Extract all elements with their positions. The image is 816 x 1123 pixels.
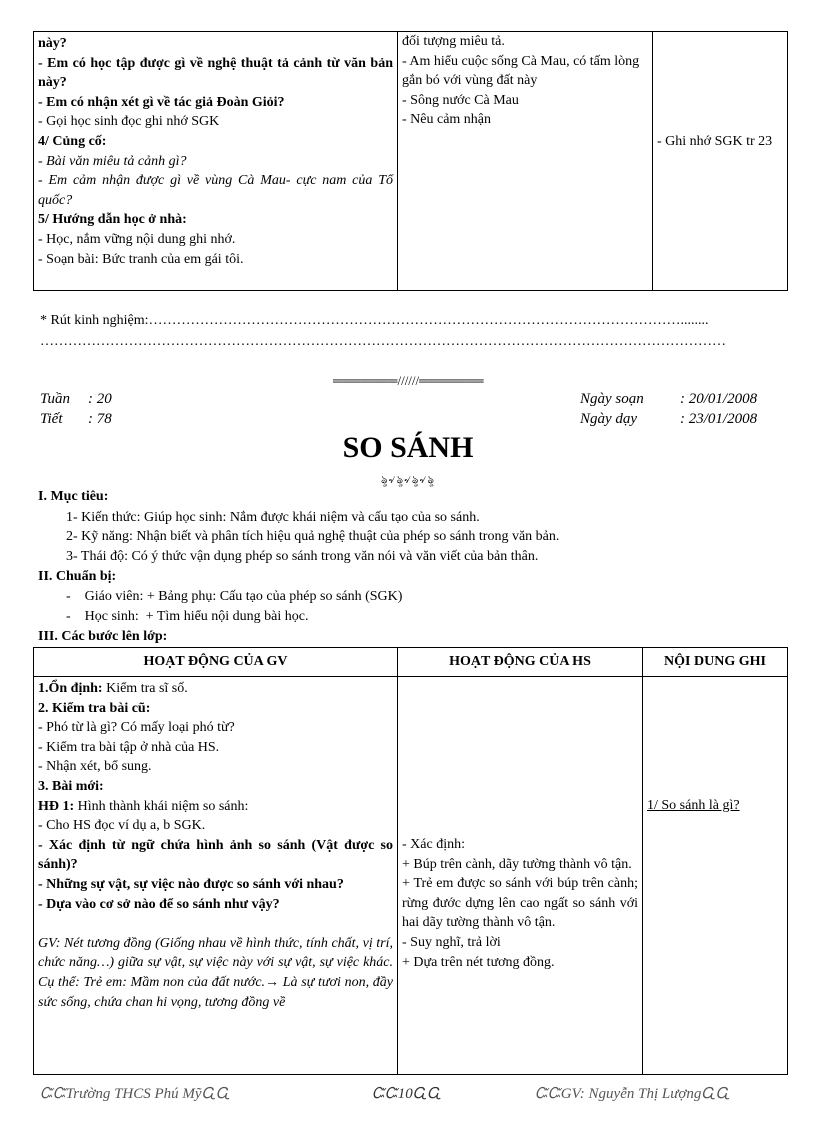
steps-heading: III. Các bước lên lớp:: [38, 629, 168, 644]
header-gv: HOẠT ĐỘNG CỦA GV: [34, 648, 398, 677]
notes-heading: 1/ So sánh là gì?: [647, 798, 740, 813]
hs-activity-cell: [398, 677, 643, 1075]
gv-line: - Phó từ là gì? Có mấy loại phó từ?: [38, 720, 235, 736]
section-divider: ═══════//////═══════: [333, 373, 484, 388]
objectives-heading: I. Mục tiêu:: [38, 489, 109, 504]
prev-gv-line: - Em có nhận xét gì về tác giả Đoàn Giỏi?: [38, 94, 285, 110]
hs-line: + Búp trên cành, dãy tường thành vô tận.: [402, 856, 632, 872]
objective-item: 2- Kỹ năng: Nhận biết và phân tích hiệu quả nghệ thuật của phép so sánh trong văn bản.: [66, 529, 560, 544]
gv-heading: 3. Bài mới:: [38, 778, 104, 794]
footer-page-number: ᏨᏨ10ᏩᏩ: [372, 1086, 442, 1102]
title-ornament-icon: ৡ৵ৡ৵ৡ৵ৡ: [380, 474, 435, 486]
prev-gv-heading: 5/ Hướng dẫn học ở nhà:: [38, 212, 187, 228]
week-label: Tuần: [40, 391, 71, 407]
experience-line: * Rút kinh nghiệm:……………………………………………………………………………………………………........: [40, 313, 709, 328]
prev-hs-line: - Sông nước Cà Mau: [402, 92, 519, 108]
prev-gv-line: - Gọi học sinh đọc ghi nhớ SGK: [38, 114, 220, 130]
gv-line: HĐ 1: Hình thành khái niệm so sánh:: [38, 798, 249, 814]
gv-line: 1.Ổn định: Kiểm tra sĩ số.: [38, 681, 188, 696]
hs-line: - Xác định:: [402, 837, 465, 852]
footer-teacher: ᏨᏨGV: Nguyễn Thị LượngᏩᏩ: [535, 1086, 731, 1102]
prev-gv-heading: 4/ Củng cố:: [38, 133, 107, 149]
lesson-activities-table: [33, 647, 788, 1075]
lesson-title: SO SÁNH: [342, 431, 474, 464]
prev-hs-line: đối tượng miêu tả.: [402, 34, 505, 49]
prev-hs-line: - Am hiểu cuộc sống Cà Mau, có tấm lòng gắn bó với vùng đất này: [402, 53, 640, 89]
previous-lesson-table: [33, 31, 788, 291]
notes-cell: [643, 677, 788, 1075]
gv-line: - Kiểm tra bài tập ở nhà của HS.: [38, 739, 220, 755]
prev-notes-cell: [653, 32, 788, 291]
week-value: : 20: [88, 391, 112, 407]
prev-gv-line: - Soạn bài: Bức tranh của em gái tôi.: [38, 251, 244, 267]
preparation-heading: II. Chuẩn bị:: [38, 569, 117, 584]
prev-notes-line: - Ghi nhớ SGK tr 23: [657, 134, 773, 149]
period-label: Tiết: [40, 411, 63, 427]
preparation-item: - Học sinh: + Tìm hiểu nội dung bài học.: [66, 609, 309, 624]
prev-hs-cell: [398, 32, 653, 291]
prep-date-value: : 20/01/2008: [680, 391, 758, 407]
footer-school: ᏨᏨTrường THCS Phú MỹᏩᏩ: [40, 1086, 231, 1102]
footer-deco-icon: ᏨᏨ: [40, 1086, 66, 1102]
teach-date-label: Ngày dạy: [580, 411, 638, 427]
prev-gv-line: - Em cảm nhận được gì về vùng Cà Mau- cực nam của Tổ quốc?: [38, 173, 393, 208]
gv-line: - Cho HS đọc ví dụ a, b SGK.: [38, 818, 206, 834]
footer-deco-icon: ᏩᏩ: [201, 1086, 231, 1102]
prev-hs-line: - Nêu cảm nhận: [402, 112, 492, 128]
hs-line: + Trẻ em được so sánh với búp trên cành; rừng đước dựng lên cao ngất so sánh với hai dãy tường thành vô tận.: [402, 876, 638, 931]
preparation-item: - Giáo viên: + Bảng phụ: Cấu tạo của phép so sánh (SGK): [66, 589, 403, 604]
prev-gv-cell: [34, 32, 398, 291]
objective-item: 3- Thái độ: Có ý thức vận dụng phép so sánh trong văn nói và văn viết của bản thân.: [66, 549, 539, 564]
gv-note: GV: Nét tương đồng (Giống nhau về hình thức, tính chất, vị trí, chức năng…) giữa sự vật, sự việc này với sự vật, sự việc khác. Cụ thể: Trẻ em: Mầm non của đất nước.→ Là sự tươi non, đầy sức sống, chứa chan hi vọng, tương đồng về: [38, 935, 393, 1010]
gv-activity-cell: [34, 677, 398, 1075]
gv-question: - Dựa vào cơ sở nào để so sánh như vậy?: [38, 896, 280, 912]
prep-date-label: Ngày soạn: [580, 391, 644, 407]
hs-line: - Suy nghĩ, trả lời: [402, 934, 501, 950]
experience-dots: …………………………………………………………………………………………………………………………………: [40, 334, 726, 349]
prev-gv-line: - Học, nắm vững nội dung ghi nhớ.: [38, 231, 236, 247]
prev-gv-line: - Em có học tập được gì về nghệ thuật tả cảnh từ văn bản này?: [38, 55, 393, 91]
prev-gv-line: - Bài văn miêu tả cảnh gì?: [38, 153, 187, 169]
period-value: : 78: [88, 411, 112, 427]
header-notes: NỘI DUNG GHI: [643, 648, 788, 677]
gv-question: - Những sự vật, sự việc nào được so sánh với nhau?: [38, 876, 344, 892]
gv-question: - Xác định từ ngữ chứa hình ảnh so sánh (Vật được so sánh)?: [38, 837, 393, 873]
hs-line: + Dựa trên nét tương đồng.: [402, 954, 555, 970]
prev-gv-line: này?: [38, 36, 67, 51]
gv-line: - Nhận xét, bổ sung.: [38, 759, 152, 775]
teach-date-value: : 23/01/2008: [680, 411, 758, 427]
gv-heading: 2. Kiểm tra bài cũ:: [38, 700, 151, 716]
objective-item: 1- Kiến thức: Giúp học sinh: Nắm được khái niệm và cấu tạo của so sánh.: [66, 510, 480, 525]
header-hs: HOẠT ĐỘNG CỦA HS: [398, 648, 643, 677]
